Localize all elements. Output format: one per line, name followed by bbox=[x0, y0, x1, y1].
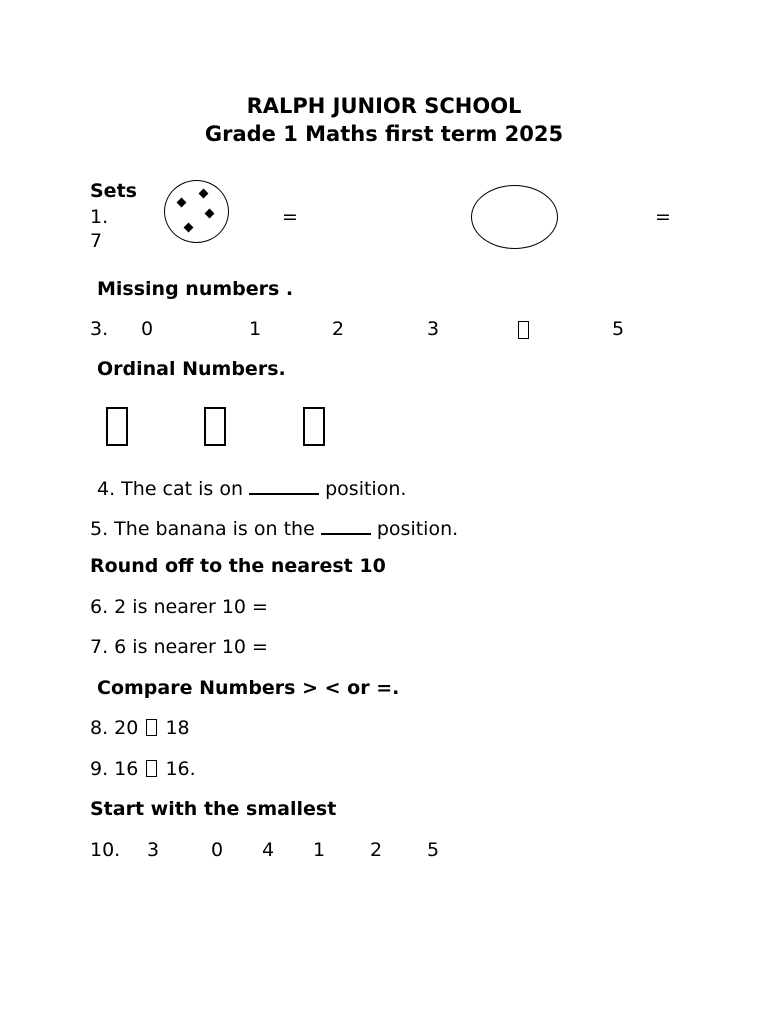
question-5-text: 5. The banana is on the bbox=[90, 518, 315, 540]
order-number: 1 bbox=[313, 839, 326, 861]
equals-sign: = bbox=[282, 206, 298, 228]
school-name: RALPH JUNIOR SCHOOL bbox=[246, 94, 522, 118]
question-5-text-end: position. bbox=[376, 518, 459, 540]
compare-box bbox=[146, 719, 157, 736]
sets-heading: Sets bbox=[90, 180, 137, 202]
sequence-number: 5 bbox=[612, 318, 625, 340]
missing-numbers-heading: Missing numbers . bbox=[97, 278, 294, 300]
question-7: 7. 6 is nearer 10 = bbox=[90, 636, 268, 658]
question-number-3: 3. bbox=[90, 318, 109, 340]
order-number: 5 bbox=[427, 839, 440, 861]
question-4 bbox=[97, 476, 406, 499]
order-number: 2 bbox=[370, 839, 383, 861]
answer-blank bbox=[321, 516, 371, 535]
order-number: 4 bbox=[262, 839, 275, 861]
sequence-number: 0 bbox=[141, 318, 154, 340]
question-6: 6. 2 is nearer 10 = bbox=[90, 596, 268, 618]
question-4-text: 4. The cat is on bbox=[97, 478, 244, 500]
question-9-right: 16. bbox=[165, 758, 196, 780]
missing-number-box bbox=[518, 321, 529, 339]
set-dot bbox=[184, 223, 194, 233]
question-9-left: 9. 16 bbox=[90, 758, 139, 780]
question-8-left: 8. 20 bbox=[90, 717, 139, 739]
question-8-right: 18 bbox=[165, 717, 190, 739]
page-title: Grade 1 Maths first term 2025 bbox=[204, 122, 564, 146]
sequence-number: 1 bbox=[249, 318, 262, 340]
ordering-heading: Start with the smallest bbox=[90, 798, 337, 820]
empty-set-oval bbox=[471, 185, 558, 249]
sets-answer: 7 bbox=[90, 230, 103, 252]
missing-picture-glyph bbox=[204, 407, 226, 446]
set-dot bbox=[199, 189, 209, 199]
ordinal-heading: Ordinal Numbers. bbox=[97, 358, 286, 380]
question-5 bbox=[90, 516, 458, 539]
question-8 bbox=[90, 719, 190, 738]
question-number-1: 1. bbox=[90, 206, 109, 228]
question-number-10: 10. bbox=[90, 839, 121, 861]
set-dot bbox=[205, 209, 215, 219]
answer-blank bbox=[249, 476, 319, 495]
question-9 bbox=[90, 760, 196, 779]
equals-sign: = bbox=[655, 206, 671, 228]
order-number: 3 bbox=[147, 839, 160, 861]
sequence-number: 2 bbox=[332, 318, 345, 340]
set-dot bbox=[177, 198, 187, 208]
rounding-heading: Round off to the nearest 10 bbox=[90, 555, 386, 577]
order-number: 0 bbox=[211, 839, 224, 861]
set-oval-with-dots bbox=[164, 180, 229, 243]
question-4-text-end: position. bbox=[325, 478, 407, 500]
missing-picture-glyph bbox=[106, 407, 128, 446]
compare-heading: Compare Numbers > < or =. bbox=[97, 677, 400, 699]
compare-box bbox=[146, 760, 157, 777]
missing-picture-glyph bbox=[303, 407, 325, 446]
sequence-number: 3 bbox=[427, 318, 440, 340]
